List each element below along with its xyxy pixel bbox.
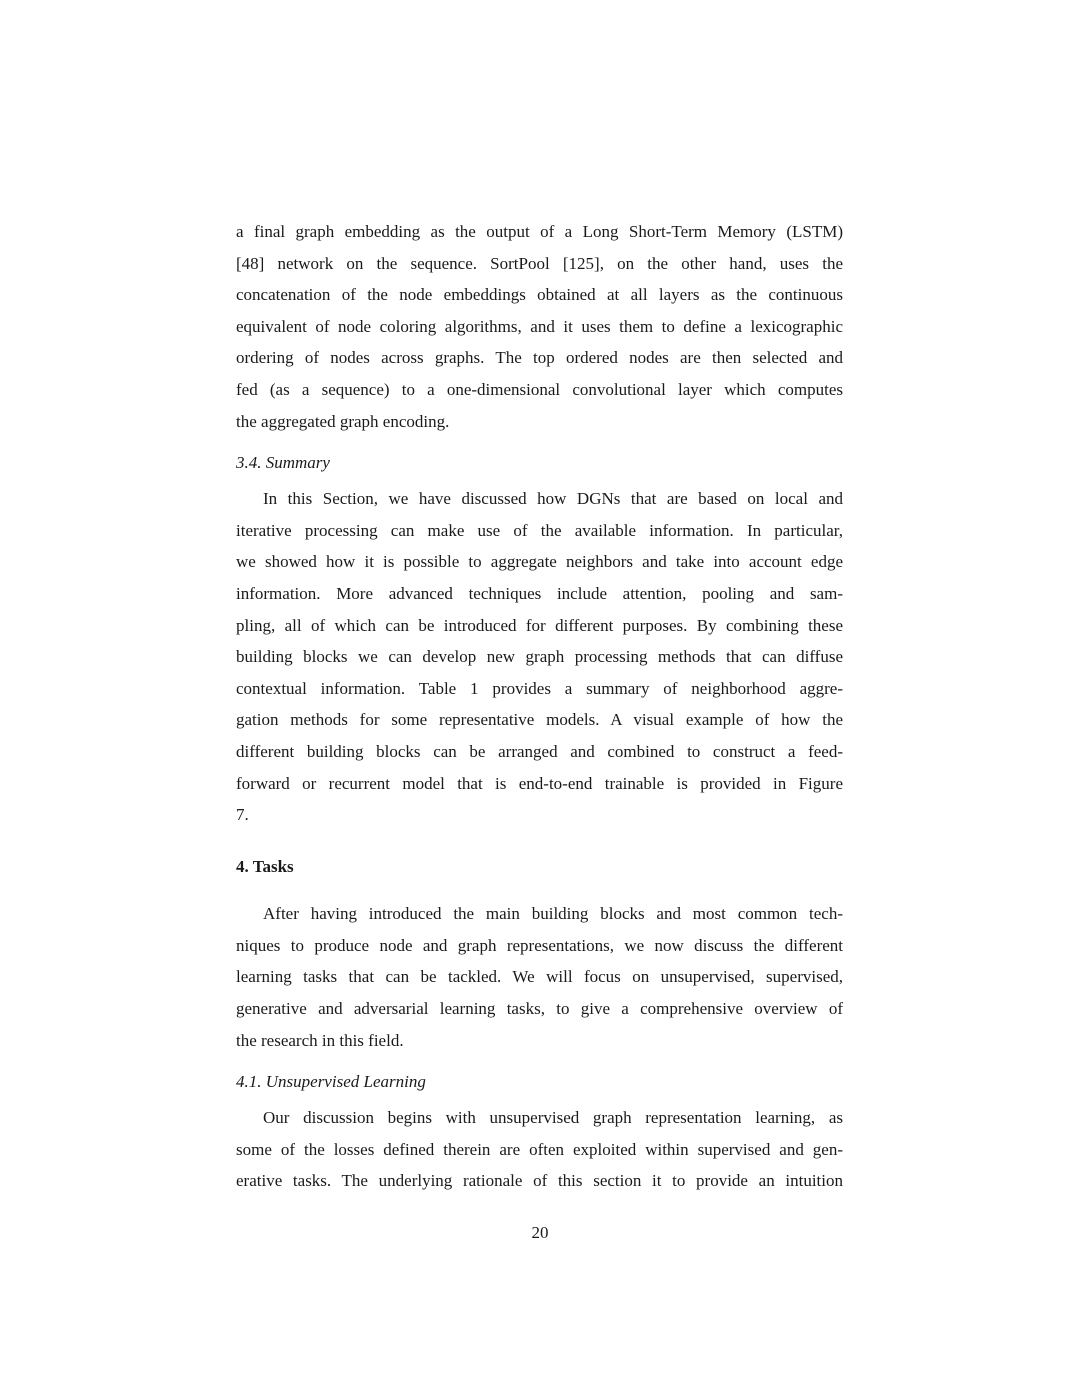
paragraph-line: the aggregated graph encoding. bbox=[236, 412, 450, 431]
paragraph-line: a final graph embedding as the output of a Long Short-Term Memory (LSTM) bbox=[236, 222, 843, 241]
paragraph-line: information. More advanced techniques include attention, pooling and sam- bbox=[236, 584, 843, 603]
paragraph-line: 7. bbox=[236, 805, 249, 824]
paragraph-line: erative tasks. The underlying rationale of this section it to provide an intuition bbox=[236, 1171, 843, 1190]
paragraph-line: niques to produce node and graph representations, we now discuss the different bbox=[236, 936, 843, 955]
paragraph-line: fed (as a sequence) to a one-dimensional convolutional layer which computes bbox=[236, 380, 843, 399]
paragraph-line: iterative processing can make use of the available information. In particular, bbox=[236, 521, 843, 540]
paragraph-line: the research in this field. bbox=[236, 1031, 404, 1050]
paragraph-line: we showed how it is possible to aggregate neighbors and take into account edge bbox=[236, 552, 843, 571]
paragraph-line: ordering of nodes across graphs. The top ordered nodes are then selected and bbox=[236, 348, 843, 367]
paragraph-line: Our discussion begins with unsupervised graph representation learning, as bbox=[263, 1108, 843, 1127]
subsection-heading: 3.4. Summary bbox=[236, 453, 330, 472]
section-heading: 4. Tasks bbox=[236, 857, 294, 876]
paragraph-line: After having introduced the main building blocks and most common tech- bbox=[263, 904, 843, 923]
paragraph-line: different building blocks can be arranged and combined to construct a feed- bbox=[236, 742, 843, 761]
page-number: 20 bbox=[531, 1223, 549, 1242]
paragraph-line: building blocks we can develop new graph processing methods that can diffuse bbox=[236, 647, 843, 666]
paragraph-line: forward or recurrent model that is end-to-end trainable is provided in Figure bbox=[236, 774, 843, 793]
paragraph-line: gation methods for some representative models. A visual example of how the bbox=[236, 710, 843, 729]
paragraph-line: contextual information. Table 1 provides a summary of neighborhood aggre- bbox=[236, 679, 843, 698]
paragraph-line: equivalent of node coloring algorithms, and it uses them to define a lexicographic bbox=[236, 317, 843, 336]
subsection-heading: 4.1. Unsupervised Learning bbox=[236, 1072, 426, 1091]
paragraph-line: learning tasks that can be tackled. We will focus on unsupervised, supervised, bbox=[236, 967, 843, 986]
paragraph-line: concatenation of the node embeddings obtained at all layers as the continuous bbox=[236, 285, 843, 304]
paragraph-line: some of the losses defined therein are often exploited within supervised and gen- bbox=[236, 1140, 843, 1159]
paragraph-line: [48] network on the sequence. SortPool [125], on the other hand, uses the bbox=[236, 254, 843, 273]
paragraph-line: pling, all of which can be introduced for different purposes. By combining these bbox=[236, 616, 843, 635]
paragraph-line: generative and adversarial learning tasks, to give a comprehensive overview of bbox=[236, 999, 843, 1018]
paragraph-line: In this Section, we have discussed how DGNs that are based on local and bbox=[263, 489, 843, 508]
